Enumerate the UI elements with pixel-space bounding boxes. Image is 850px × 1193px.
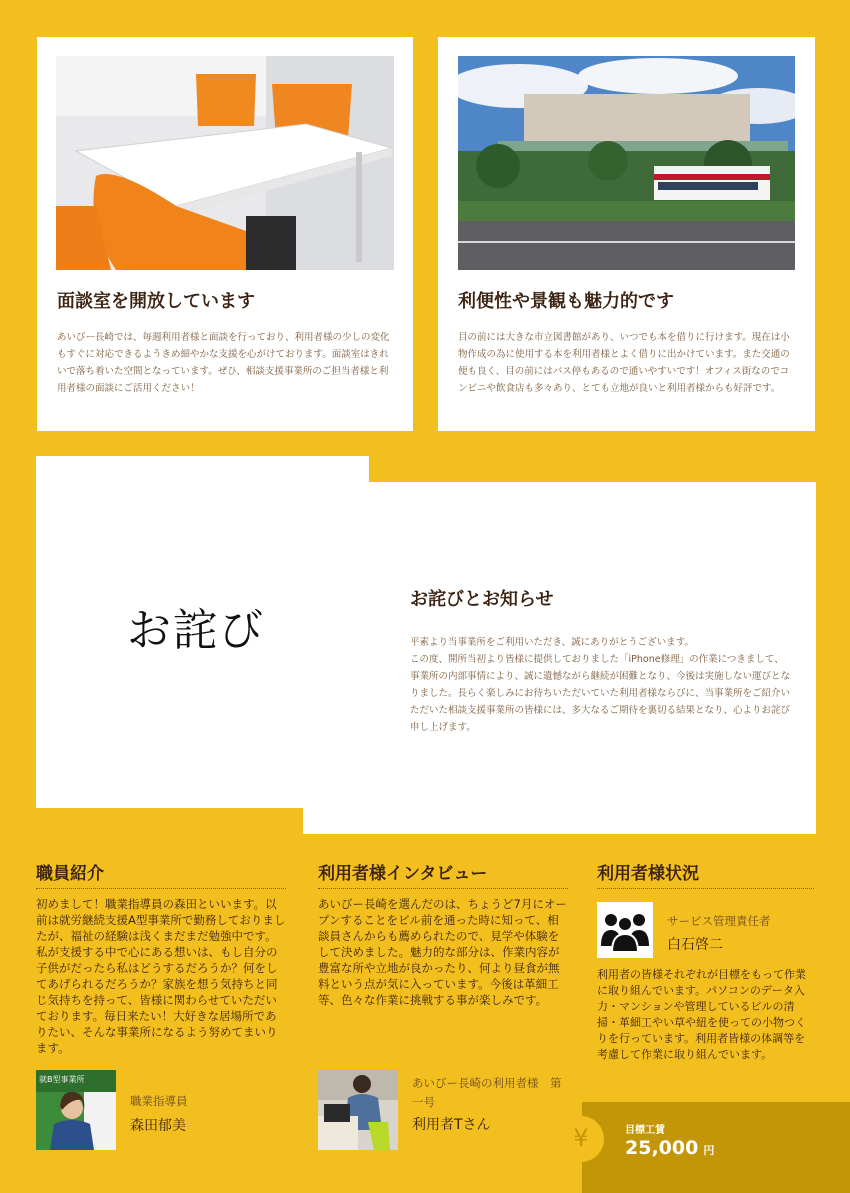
feature-card-meeting-room — [37, 37, 413, 431]
staff-text: 初めまして！職業指導員の森田といいます。以前は就労継続支援A型事業所で勤務しておりましたが、福祉の経験は浅くまだまだ勉強中です。私が支援する中で心にある想いは、もし自分の子供がだったら私はどうするだろうか？何をしてあげられるだろうか？家族を想う気持ちと同じ気持ちを持って、皆様に関わらせていただいております。毎日来たい！大好きな居場所でありたい、そんな事業所になるよう努めてまいります。 — [36, 897, 286, 1055]
manager-role: サービス管理責任者 — [667, 914, 771, 928]
feature-title: 面談室を開放しています — [57, 291, 255, 312]
goal-label: 目標工賃 — [625, 1125, 665, 1136]
photo-sign: 就B型事業所 — [39, 1075, 85, 1084]
feature-text: あいびー長崎では、毎週利用者様と面談を行っており、利用者様の少しの変化もすぐに対応できるようきめ細やかな支援を心がけております。面談室はきれいで落ち着いた空間となっています。ぜひ、相談支援事業所のご担当者様と利用者様の面談にご活用ください！ — [57, 332, 390, 394]
feature-title: 利便性や景観も魅力的です — [458, 291, 674, 312]
interview-name: 利用者Tさん — [412, 1117, 491, 1133]
goal-unit: 円 — [703, 1144, 715, 1157]
staff-section-title: 職員紹介 — [36, 864, 104, 884]
meeting-room-photo — [56, 56, 394, 270]
people-group-icon — [597, 902, 653, 958]
feature-text: 目の前には大きな市立図書館があり、いつでも本を借りに行けます。現在は小物作成の為に使用する本を利用者様とよく借りに出かけています。また交通の便も良く、目の前にはバス停もあるので通いやすいです！オフィス街なのでコンビニや飲食店も多々あり、とても立地が良いと利用者様からも好評です。 — [458, 332, 790, 394]
feature-card-location — [438, 37, 815, 431]
library-street-photo — [458, 56, 795, 270]
goal-wage-box — [582, 1102, 850, 1193]
manager-name: 白石啓二 — [667, 937, 723, 953]
interview-photo — [318, 1070, 398, 1150]
staff-photo — [36, 1070, 116, 1150]
divider — [36, 888, 286, 889]
interview-section-title: 利用者様インタビュー — [318, 864, 488, 884]
goal-value-row — [625, 1137, 714, 1159]
notice-text: 平素より当事業所をご利用いただき、誠にありがとうございます。 この度、開所当初より皆様に提供しておりました「iPhone修理」の作業につきまして、事業所の内部事情により、誠に遺憾ながら継続が困難となり、今後は実施しない運びとなりました。長らく楽しみにお待ちいただいていた利用者様ならびに、当事業所をご紹介いただいた相談支援事業所の皆様には、多大なるご期待を裏切る結果となり、心よりお詫び申し上げます。 — [410, 637, 791, 733]
apology-glyph: お詫び — [127, 605, 265, 656]
interview-role: あいびー長崎の利用者様 第一号 — [412, 1076, 562, 1109]
yen-icon — [558, 1116, 604, 1162]
status-section-title: 利用者様状況 — [597, 864, 699, 884]
goal-value: 25,000 — [625, 1137, 699, 1159]
notice-title: お詫びとお知らせ — [410, 589, 554, 610]
divider — [318, 888, 568, 889]
status-text: 利用者の皆様それぞれが目標をもって作業に取り組んでいます。パソコンのデータ入力・マンションや管理しているビルの清掃・革細工やい草や紐を使っての小物つくりを行っています。利用者皆様の体調等を考慮して作業に取り組んでいます。 — [597, 968, 806, 1061]
currency-symbol: ¥ — [573, 1124, 589, 1152]
notice-panel-join — [303, 482, 369, 808]
staff-role: 職業指導員 — [130, 1094, 188, 1108]
staff-name: 森田郁美 — [130, 1118, 186, 1134]
interview-text: あいびー長崎を選んだのは、ちょうど7月にオープンすることをビル前を通った時に知って、相談員さんからも薦められたので、見学や体験をして決めました。魅力的な部分は、作業内容が豊富な所や立地が良かったり、何より昼食が無料という点が気に入っています。今後は革細工等、色々な作業に挑戦する事が楽しみです。 — [318, 897, 567, 1007]
divider — [597, 888, 814, 889]
